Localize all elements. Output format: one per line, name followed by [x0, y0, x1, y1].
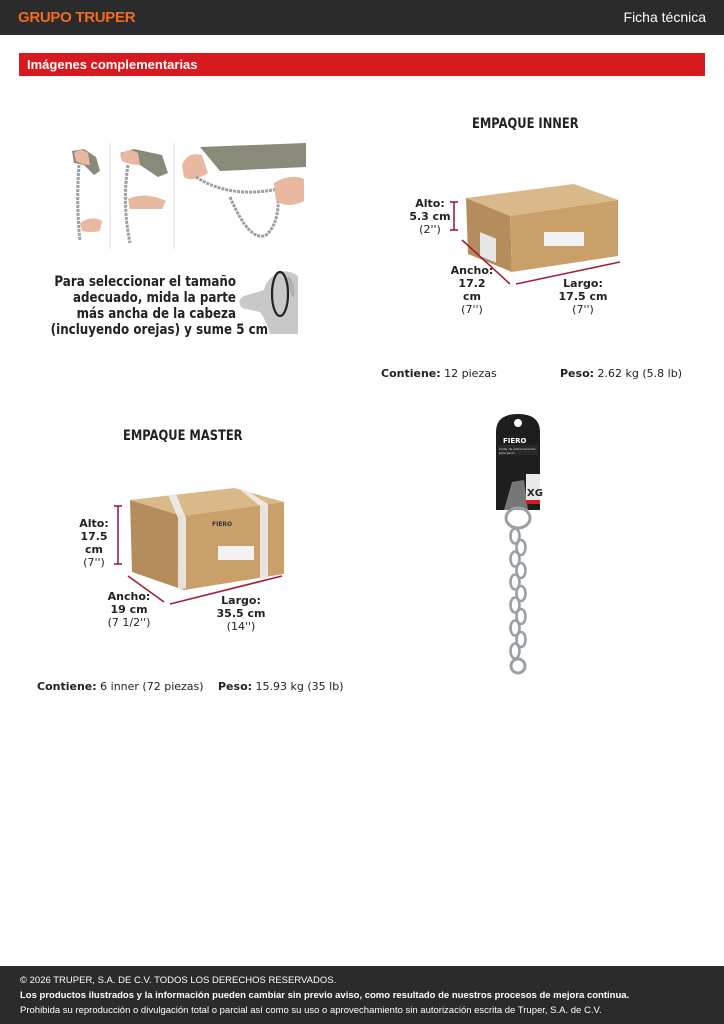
master-alto-in: (7''): [83, 556, 105, 569]
master-contiene-value: 6 inner (72 piezas): [100, 680, 204, 693]
master-alto-label: Alto:: [79, 517, 109, 530]
sizing-line: Para seleccionar el tamaño: [54, 274, 236, 290]
master-largo-label: Largo:: [221, 594, 261, 607]
chain-link: [511, 644, 520, 659]
inner-contiene-value: 12 piezas: [444, 367, 497, 380]
footer-notice: Los productos ilustrados y la información pueden cambiar sin previo aviso, como resultado de nuestros procesos de mejora continua.: [20, 990, 630, 1001]
photo-hand-2: [120, 149, 168, 243]
inner-largo-label: Largo:: [563, 277, 603, 290]
inner-title: EMPAQUE INNER: [472, 116, 579, 132]
footer-legal: Prohibida su reproducción o divulgación total o parcial así como su uso o aprovechamiento sin autorización escrita de Truper, S.A. de C.V.: [20, 1005, 602, 1016]
master-largo-cm: 35.5 cm: [216, 607, 266, 620]
master-ancho-cm: 19 cm: [110, 603, 148, 616]
master-ancho-label: Ancho:: [107, 590, 151, 603]
inner-largo-cm: 17.5 cm: [558, 290, 608, 303]
master-ancho-in: (7 1/2''): [107, 616, 151, 629]
photo-hand-1: [72, 149, 102, 241]
master-box-brand: FIERO: [212, 521, 233, 528]
master-alto: [72, 517, 116, 569]
inner-largo: [558, 277, 608, 316]
master-peso-label: Peso:: [218, 680, 253, 693]
inner-largo-in: (7''): [572, 303, 594, 316]
sizing-instruction: [50, 274, 269, 338]
brand-logo: GRUPO TRUPER: [18, 9, 136, 26]
master-largo-in: (14''): [226, 620, 256, 633]
inner-ancho-cm: 17.2 cm: [458, 277, 486, 303]
chain-end-ring: [511, 659, 525, 673]
master-peso: [218, 680, 343, 693]
inner-contiene-label: Contiene:: [381, 367, 441, 380]
chain-ring: [506, 508, 530, 528]
photo-hands-stretch: [182, 143, 306, 236]
product-tag-line: para perro: [499, 451, 515, 455]
master-contiene-label: Contiene:: [37, 680, 97, 693]
master-largo: [216, 594, 266, 633]
section-title: Imágenes complementarias: [27, 57, 198, 72]
inner-peso-value: 2.62 kg (5.8 lb): [597, 367, 682, 380]
hang-hole: [514, 419, 522, 427]
inner-ancho: [448, 264, 496, 316]
master-peso-value: 15.93 kg (35 lb): [255, 680, 344, 693]
master-title: EMPAQUE MASTER: [123, 428, 243, 444]
inner-ancho-in: (7''): [461, 303, 483, 316]
inner-ancho-label: Ancho:: [450, 264, 494, 277]
sizing-line: (incluyendo orejas) y sume 5 cm: [50, 322, 269, 338]
inner-alto-label: Alto:: [415, 197, 445, 210]
inner-peso: [560, 367, 682, 380]
inner-alto-cm: 5.3 cm: [409, 210, 451, 223]
inner-alto-in: (2''): [419, 223, 441, 236]
product-tag-line: Collar de entrenamiento: [499, 447, 536, 451]
master-alto-cm: 17.5 cm: [80, 530, 108, 556]
inner-alto: [408, 197, 452, 236]
inner-contiene: [381, 367, 497, 380]
sizing-line: adecuado, mida la parte: [72, 290, 236, 306]
master-ancho: [106, 590, 152, 629]
page-title: Ficha técnica: [623, 9, 706, 25]
master-contiene: [37, 680, 204, 693]
product-image: [490, 410, 546, 676]
product-size: XG: [527, 488, 543, 499]
product-brand: FIERO: [503, 437, 527, 445]
sizing-line: más ancha de la cabeza: [76, 306, 237, 322]
dog-head-icon: [236, 268, 300, 334]
footer-copyright: © 2026 TRUPER, S.A. DE C.V. TODOS LOS DERECHOS RESERVADOS.: [20, 975, 337, 986]
collar-usage-photos: [70, 143, 306, 249]
chain-links: [511, 529, 526, 659]
inner-peso-label: Peso:: [560, 367, 595, 380]
